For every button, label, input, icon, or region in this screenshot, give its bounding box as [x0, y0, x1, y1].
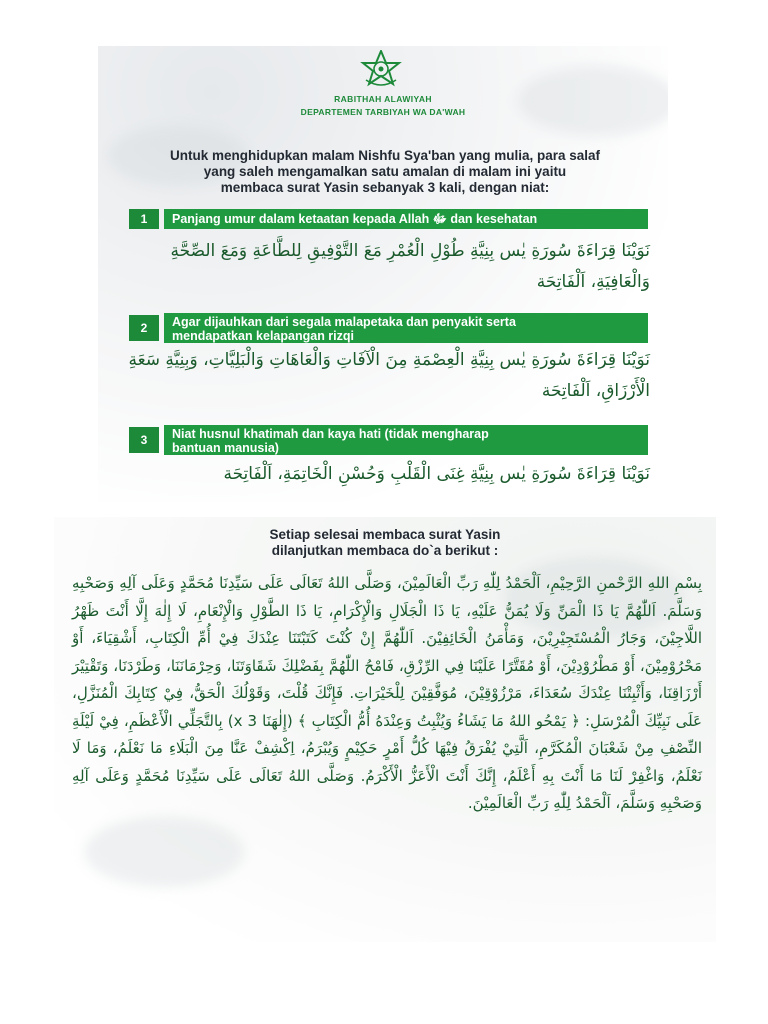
niat-title-bar: Niat husnul khatimah dan kaya hati (tidak mengharap bantuan manusia)	[164, 425, 648, 455]
niat-number-badge: 2	[129, 315, 159, 341]
niat-title-bar: Panjang umur dalam ketaatan kepada Allah ﷻ dan kesehatan	[164, 209, 648, 229]
niat-title-bar: Agar dijauhkan dari segala malapetaka dan penyakit serta mendapatkan kelapangan rizqi	[164, 313, 648, 343]
doa-section-title: Setiap selesai membaca surat Yasin	[269, 527, 501, 542]
rabithah-logo-icon	[358, 50, 404, 90]
doa-section-subtitle: dilanjutkan membaca do`a berikut :	[271, 543, 499, 558]
doa-arabic-text: بِسْمِ اللهِ الرَّحْمنِ الرَّحِيْمِ، اَلْحَمْدُ لِلّٰهِ رَبِّ الْعَالَمِيْنَ، وَصَلَّى اللهُ تَعَالَى عَلَى سَيِّدِنَا مُحَمَّدٍ وَعَلَى آلِهِ وَصَحْبِهِ وَسَلَّمَ. اَللّٰهُمَّ يَا ذَا الْمَنِّ وَلَا يُمَنُّ عَلَيْهِ، يَا ذَا الْجَلَالِ وَالْإِكْرَامِ، يَا ذَا الطَّوْلِ وَالْإِنْعَامِ، لَا إِلٰهَ إِلَّا أَنْتَ ظَهْرُ اللَّاجِيْنَ، وَجَارُ الْمُسْتَجِيْرِيْنَ، وَمَأْمَنُ الْخَائِفِيْنَ. اَللّٰهُمَّ إِنْ كُنْتَ كَتَبْتَنَا عِنْدَكَ فِيْ أُمِّ الْكِتَابِ، أَشْقِيَاءَ، أَوْ مَحْرُوْمِيْنَ، أَوْ مَطْرُوْدِيْنَ، أَوْ مُقَتَّرًا عَلَيْنَا فِي الرِّزْقِ، فَامْحُ اللّٰهُمَّ بِفَضْلِكَ شَقَاوَتَنَا، وَحِرْمَانَنَا، وَطَرْدَنَا، وَتَقْتِيْرَ أَرْزَاقِنَا، وَأَثْبِتْنَا عِنْدَكَ سُعَدَاءَ، مَرْزُوْقِيْنَ، مُوَفَّقِيْنَ لِلْخَيْرَاتِ. فَإِنَّكَ قُلْتَ، وَقَوْلُكَ الْحَقُّ، فِيْ كِتَابِكَ الْمُنَزَّلِ، عَلَى نَبِيِّكَ الْمُرْسَلِ: ﴿ يَمْحُو اللهُ مَا يَشَاءُ وَيُثْبِتُ وَعِنْدَهُ أُمُّ الْكِتَابِ ﴾ (إِلٰهَنَا x 3) بِالتَّجَلِّي الْأَعْظَمِ، فِيْ لَيْلَةِ النِّصْفِ مِنْ شَعْبَانَ الْمُكَرَّمِ، اَلَّتِيْ يُفْرَقُ فِيْهَا كُلُّ أَمْرٍ حَكِيْمٍ وَيُبْرَمُ، اِكْشِفْ عَنَّا مِنَ الْبَلَاءِ مَا نَعْلَمُ، وَمَا لَا نَعْلَمُ، وَاغْفِرْ لَنَا مَا أَنْتَ بِهِ أَعْلَمُ، إِنَّكَ أَنْتَ الْأَعَزُّ الْأَكْرَمُ. وَصَلَّى اللهُ تَعَالَى عَلَى سَيِّدِنَا مُحَمَّدٍ وَعَلَى آلِهِ وَصَحْبِهِ وَسَلَّمَ، اَلْحَمْدُ لِلّٰهِ رَبِّ الْعَالَمِيْنَ.	[72, 574, 702, 812]
cloud-decoration	[84, 817, 244, 887]
department-name: DEPARTEMEN TARBIYAH WA DA'WAH	[300, 107, 466, 117]
organization-name: RABITHAH ALAWIYAH	[334, 94, 432, 104]
niat-arabic-text: نَوَيْنَا قِرَاءَةَ سُورَةِ يٰس بِنِيَّةِ غِنَى الْقَلْبِ وَحُسْنِ الْخَاتِمَةِ، اَلْفَاتِحَة	[223, 464, 650, 484]
niat-number-badge: 1	[129, 209, 159, 229]
niat-arabic-text: نَوَيْنَا قِرَاءَةَ سُورَةِ يٰس بِنِيَّةِ الْعِصْمَةِ مِنَ الْآفَاتِ وَالْعَاهَاتِ وَالْبَلِيَّاتِ، وَبِنِيَّةِ سَعَةِ الْأَرْزَاقِ، اَلْفَاتِحَة	[128, 350, 650, 401]
intro-text: Untuk menghidupkan malam Nishfu Sya'ban yang mulia, para salaf yang saleh mengamalkan satu amalan di malam ini yaitu membaca surat Yasin sebanyak 3 kali, dengan niat:	[169, 148, 601, 195]
niat-arabic-text: نَوَيْنَا قِرَاءَةَ سُورَةِ يٰس بِنِيَّةِ طُوْلِ الْعُمْرِ مَعَ التَّوْفِيقِ لِلطَّاعَةِ وَمَعَ الصِّحَّةِ وَالْعَافِيَةِ، اَلْفَاتِحَة	[170, 241, 650, 292]
niat-number-badge: 3	[129, 427, 159, 453]
